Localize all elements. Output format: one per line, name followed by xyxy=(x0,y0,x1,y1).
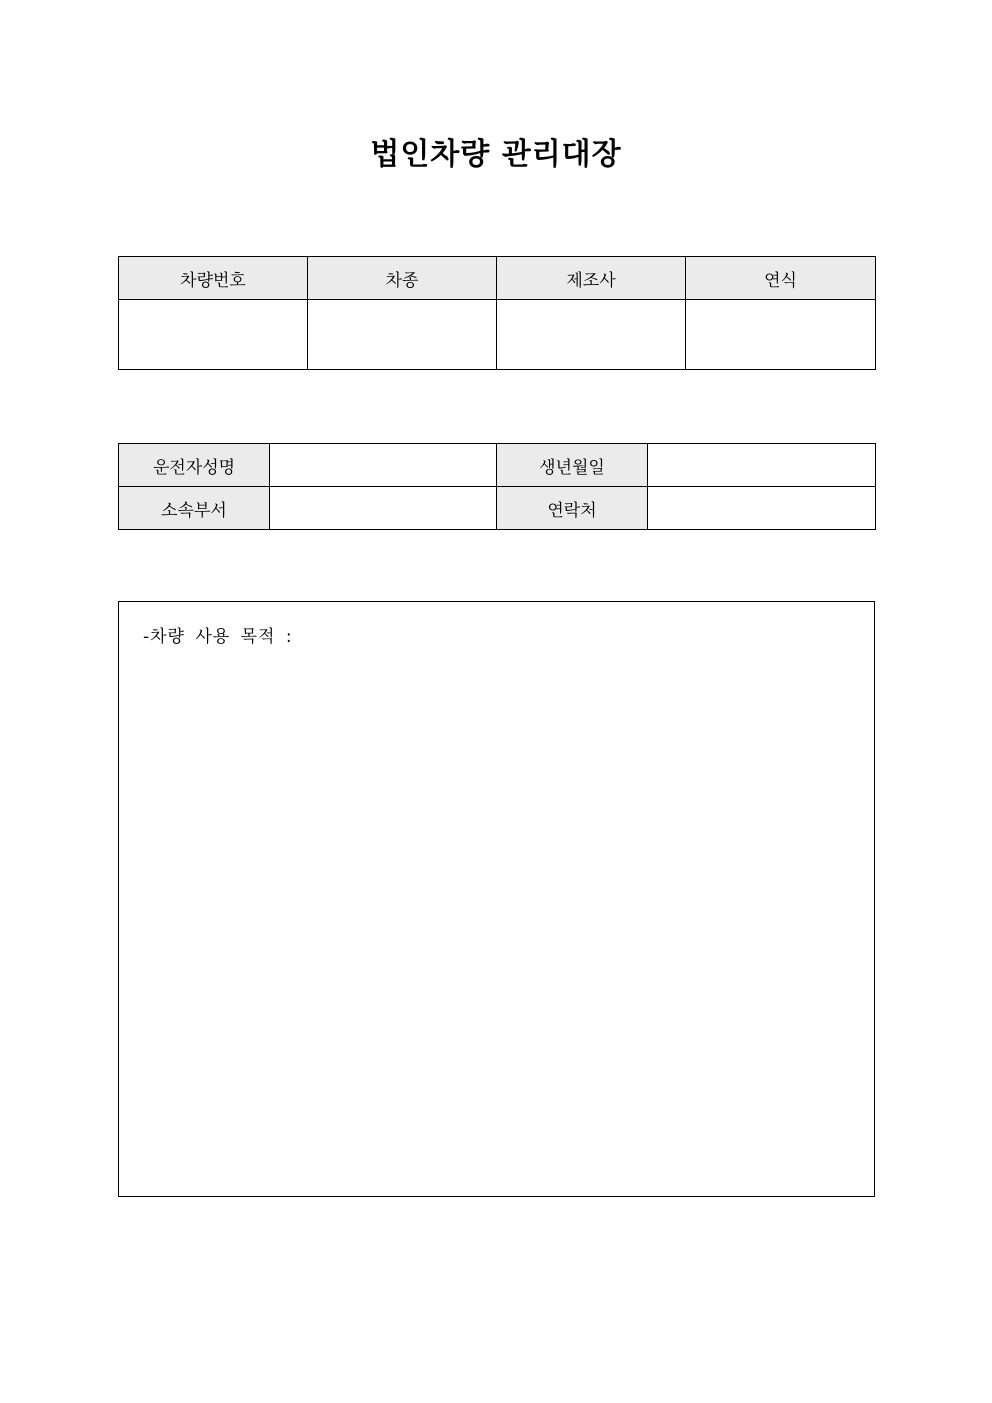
vehicle-info-table xyxy=(118,256,876,370)
driver-row-1 xyxy=(119,444,876,487)
driver-row-2 xyxy=(119,487,876,530)
vehicle-type-field[interactable] xyxy=(308,300,497,370)
usage-purpose-label: -차량 사용 목적 : xyxy=(143,627,293,647)
model-year-header: 연식 xyxy=(686,257,876,300)
vehicle-header-row xyxy=(119,257,876,300)
driver-name-field[interactable] xyxy=(270,444,497,487)
driver-info-table xyxy=(118,443,876,530)
department-field[interactable] xyxy=(270,487,497,530)
manufacturer-header: 제조사 xyxy=(497,257,686,300)
department-label: 소속부서 xyxy=(119,487,270,530)
birth-date-label: 생년월일 xyxy=(497,444,648,487)
vehicle-value-row xyxy=(119,300,876,370)
vehicle-number-field[interactable] xyxy=(119,300,308,370)
driver-name-label: 운전자성명 xyxy=(119,444,270,487)
birth-date-field[interactable] xyxy=(648,444,876,487)
usage-purpose-box[interactable] xyxy=(118,601,875,1197)
manufacturer-field[interactable] xyxy=(497,300,686,370)
model-year-field[interactable] xyxy=(686,300,876,370)
contact-label: 연락처 xyxy=(497,487,648,530)
vehicle-type-header: 차종 xyxy=(308,257,497,300)
page-title: 법인차량 관리대장 xyxy=(370,137,622,172)
vehicle-number-header: 차량번호 xyxy=(119,257,308,300)
contact-field[interactable] xyxy=(648,487,876,530)
